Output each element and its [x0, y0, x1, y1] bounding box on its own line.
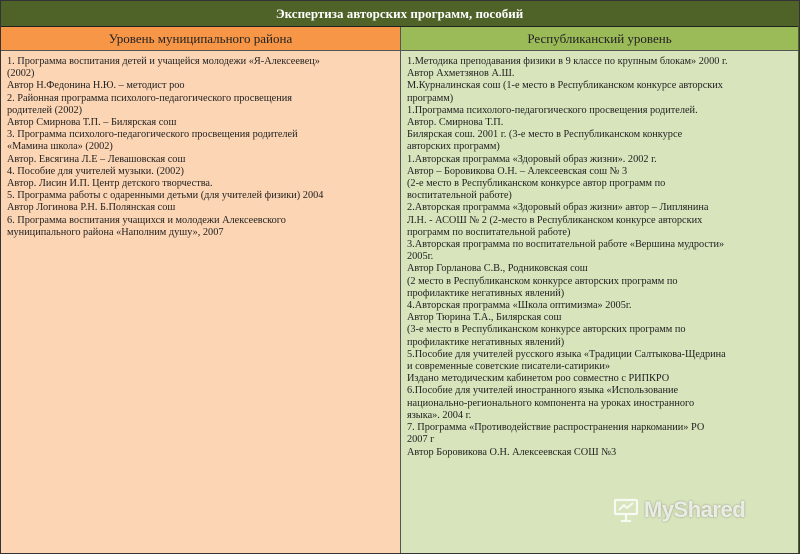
cell-line: Автор – Боровикова О.Н. – Алексеевская сош № 3: [407, 165, 628, 177]
cell-line: Автор Смирнова Т.П. – Билярская сош: [7, 117, 177, 129]
cell-line: 2007 г: [407, 434, 435, 446]
cell-line: 1.Авторская программа «Здоровый образ жизни». 2002 г.: [407, 153, 657, 165]
cell-line: воспитательной работе): [407, 190, 512, 202]
cell-line: Автор Логинова Р.Н. Б.Полянская сош: [7, 202, 176, 214]
column-header-republican: Республиканский уровень: [401, 27, 798, 51]
cell-line: Автор. Евсягина Л.Е – Левашовская сош: [7, 153, 186, 165]
cell-line: и современные советские писатели-сатирики»: [407, 361, 610, 373]
cell-line: родителей (2002): [7, 104, 83, 116]
cell-line: (3-е место в Республиканском конкурсе авторских программ по: [407, 324, 686, 336]
republican-programs-cell: [401, 51, 798, 553]
cell-line: программ по воспитательной работе): [407, 226, 571, 238]
cell-line: муниципального района «Наполним душу», 2007: [7, 226, 224, 238]
cell-line: 3. Программа психолого-педагогического просвещения родителей: [7, 129, 298, 141]
watermark-text: MyShared: [644, 497, 746, 522]
cell-line: профилактике негативных явлений): [407, 287, 565, 299]
cell-line: Автор Н.Федонина Н.Ю. – методист роо: [7, 80, 185, 92]
cell-line: Билярская сош. 2001 г. (3-е место в Республиканском конкурсе: [407, 129, 683, 141]
cell-line: 3.Авторская программа по воспитательной работе «Вершина мудрости»: [407, 239, 725, 251]
column-header-municipal: Уровень муниципального района: [1, 27, 401, 51]
cell-line: 1.Программа психолого-педагогического просвещения родителей.: [407, 104, 698, 116]
cell-line: (2002): [7, 68, 35, 80]
cell-line: 1. Программа воспитания детей и учащейся молодежи «Я-Алексеевец»: [7, 56, 320, 67]
cell-line: (2 место в Республиканском конкурсе авторских программ по: [407, 275, 678, 287]
cell-line: профилактике негативных явлений): [407, 336, 565, 348]
cell-line: программ): [407, 92, 454, 104]
cell-line: 6. Программа воспитания учащихся и молодежи Алексеевского: [7, 214, 286, 226]
cell-line: Автор Боровикова О.Н. Алексеевская СОШ №3: [407, 446, 617, 458]
cell-line: М.Курналинская сош (1-е место в Республиканском конкурсе авторских: [407, 80, 723, 92]
cell-line: авторских программ): [407, 141, 500, 153]
cell-line: 5.Пособие для учителей русского языка «Традиции Салтыкова-Щедрина: [407, 348, 726, 360]
cell-line: Автор Горланова С.В., Родниковская сош: [407, 263, 588, 275]
cell-line: 1.Методика преподавания физики в 9 классе по крупным блокам» 2000 г.: [407, 56, 728, 67]
cell-line: Автор. Лисин И.П. Центр детского творчества.: [7, 178, 213, 190]
cell-line: национально-регионального компонента на уроках иностранного: [407, 397, 695, 409]
cell-line: Л.Н. - АСОШ № 2 (2-место в Республиканском конкурсе авторских: [407, 214, 703, 226]
cell-line: Автор. Смирнова Т.П.: [407, 117, 504, 129]
cell-line: 7. Программа «Противодействие распространения наркомании» РО: [407, 422, 705, 434]
cell-line: 2. Районная программа психолого-педагогического просвещения: [7, 92, 292, 104]
cell-line: Автор Тюрина Т.А., Билярская сош: [407, 312, 562, 324]
municipal-programs-cell: [1, 51, 401, 553]
table-title: Экспертиза авторских программ, пособий: [1, 1, 798, 27]
cell-line: 2.Авторская программа «Здоровый образ жизни» автор – Липлянина: [407, 202, 709, 214]
cell-line: 6.Пособие для учителей иностранного языка «Использование: [407, 385, 679, 397]
cell-line: Автор Ахметзянов А.Ш.: [407, 68, 515, 80]
cell-line: 4.Авторская программа «Школа оптимизма» 2005г.: [407, 300, 632, 312]
cell-line: 4. Пособие для учителей музыки. (2002): [7, 165, 184, 177]
cell-line: «Мамина школа» (2002): [7, 141, 113, 153]
cell-line: Издано методическим кабинетом роо совместно с РИПКРО: [407, 373, 670, 385]
cell-line: 2005г.: [407, 251, 434, 263]
cell-line: языка». 2004 г.: [407, 409, 472, 421]
cell-line: (2-е место в Республиканском конкурсе автор программ по: [407, 178, 666, 190]
cell-line: 5. Программа работы с одаренными детьми (для учителей физики) 2004: [7, 190, 324, 202]
